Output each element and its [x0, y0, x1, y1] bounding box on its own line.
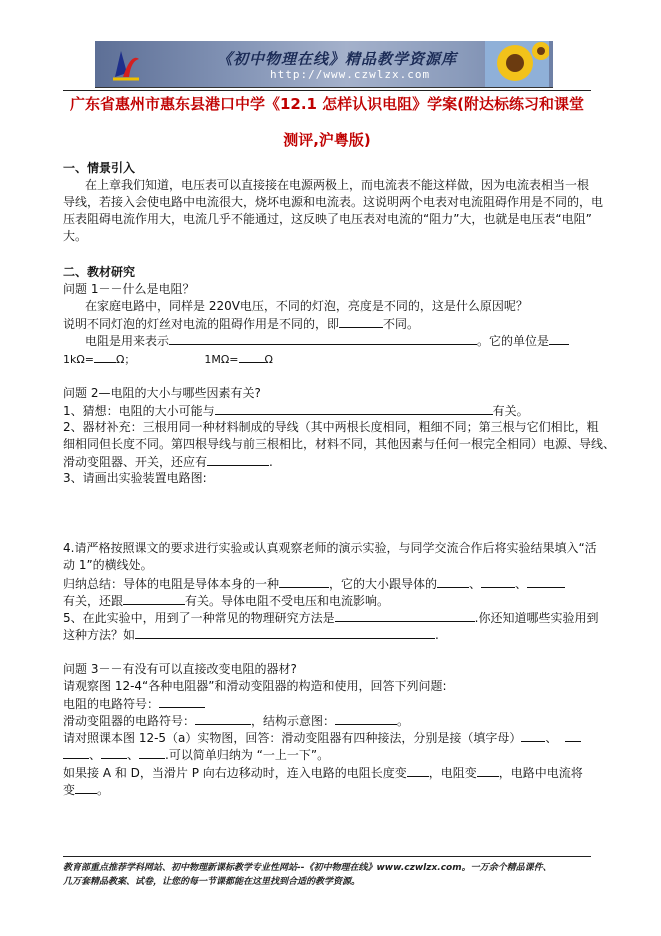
summary-line1: 归纳总结：导体的电阻是导体本身的一种 ，它的大小跟导体的 、 、 — [63, 575, 565, 593]
answer-blank[interactable] — [101, 746, 127, 759]
section1-heading: 一、情景引入 — [63, 161, 136, 175]
answer-blank[interactable] — [407, 764, 429, 777]
banner-url: http://www.czwlzx.com — [270, 68, 431, 81]
question3-line7: 变 。 — [63, 783, 110, 797]
answer-blank[interactable] — [75, 781, 97, 794]
question3-line2: 电阻的电路符号： — [63, 695, 205, 713]
footer-line1: 教育部重点推荐学科网站、初中物理新课标教学专业性网站--《初中物理在线》www.czwlzx.com。一万余个精品课件、 — [63, 863, 552, 873]
question2-item2-line3: 滑动变阻器、开关，还应有 . — [63, 455, 273, 469]
question1-line3: 电阻是用来表示 。它的单位是 — [85, 332, 569, 350]
answer-blank[interactable] — [94, 350, 116, 363]
page-title-line2: 测评,沪粤版) — [283, 131, 371, 149]
page-title-line1: 广东省惠州市惠东县港口中学《12.1 怎样认识电阻》学案(附达标练习和课堂 — [69, 95, 585, 113]
footer-line2: 几万套精品教案、试卷，让您的每一节课都能在这里找到合适的教学资源。 — [63, 877, 361, 887]
question2-item5-line2: 这种方法？如 . — [63, 628, 439, 642]
answer-blank[interactable] — [195, 712, 251, 725]
section1-para-line2: 导线，若接入会使电路中电流很大，烧坏电源和电流表。这说明两个电表对电流阻碍作用是不同的，电 — [63, 195, 604, 209]
answer-blank[interactable] — [207, 453, 269, 466]
section1-para-line4: 大。 — [63, 229, 88, 243]
answer-blank[interactable] — [521, 729, 545, 742]
summary-line2: 有关，还跟 有关。导体电阻不受电压和电流影响。 — [63, 594, 390, 608]
banner-title: 《初中物理在线》精品教学资源库 — [217, 50, 458, 68]
question2-item2-line2: 细相同但长度不同。第四根导线与前三根相比，材料不同，其他因素与任何一根完全相同）电源、导线、 — [63, 437, 616, 451]
answer-blank[interactable] — [335, 712, 397, 725]
question2-item2-line1: 2、器材补充：三根用同一种材料制成的导线（其中两根长度相同，粗细不同；第三根与它们相比，粗 — [63, 420, 599, 434]
question1-title: 问题 1－－什么是电阻？ — [63, 282, 195, 296]
answer-blank[interactable] — [339, 315, 383, 328]
footer-note — [63, 861, 591, 889]
answer-blank[interactable] — [279, 575, 329, 588]
answer-blank[interactable] — [123, 592, 185, 605]
answer-blank[interactable] — [215, 402, 493, 415]
answer-blank[interactable] — [549, 332, 569, 345]
sunflower-icon — [485, 41, 549, 87]
question3-line3: 滑动变阻器的电路符号： ，结构示意图： 。 — [63, 714, 410, 728]
answer-blank[interactable] — [63, 746, 89, 759]
question1-line1: 在家庭电路中，同样是 220V电压，不同的灯泡，亮度是不同的，这是什么原因呢？ — [85, 299, 528, 313]
answer-blank[interactable] — [169, 332, 477, 345]
question2-item3: 3、请画出实验装置电路图: — [63, 471, 207, 485]
answer-blank[interactable] — [159, 695, 205, 708]
header-banner — [95, 41, 553, 88]
question1-line2: 说明不同灯泡的灯丝对电流的阻碍作用是不同的，即 不同。 — [63, 317, 420, 331]
answer-blank[interactable] — [527, 575, 565, 588]
question2-item4-line2: 动 1”的横线处。 — [63, 558, 153, 572]
section1-para-line1: 在上章我们知道，电压表可以直接接在电源两极上，而电流表不能这样做，因为电流表相当一根 — [85, 178, 590, 192]
answer-blank[interactable] — [437, 575, 469, 588]
question3-line4: 请对照课本图 12-5（a）实物图，回答：滑动变阻器有四种接法，分别是接（填字母） 、 — [63, 729, 581, 747]
section1-para-line3: 压表阻碍电流作用大，电流几乎不能通过，这反映了电压表对电流的“阻力”大，也就是电压表“电阻” — [63, 212, 592, 226]
question3-line6: 如果接 A 和 D，当滑片 P 向右边移动时，连入电路的电阻长度变 ，电阻变 ，电路中电流将 — [63, 766, 583, 780]
question2-item1: 1、猜想：电阻的大小可能与 有关。 — [63, 404, 529, 418]
question2-title: 问题 2—电阻的大小与哪些因素有关? — [63, 386, 261, 400]
answer-blank[interactable] — [239, 350, 265, 363]
question3-line5: 、 、 .可以简单归纳为 “一上一下”。 — [63, 746, 329, 764]
question2-item5-line1: 5、在此实验中，用到了一种常见的物理研究方法是 .你还知道哪些实验用到 — [63, 611, 599, 625]
question3-title: 问题 3－－有没有可以直接改变电阻的器材? — [63, 662, 297, 676]
site-logo-icon — [111, 47, 141, 81]
answer-blank[interactable] — [565, 729, 581, 742]
answer-blank[interactable] — [139, 746, 165, 759]
answer-blank[interactable] — [481, 575, 515, 588]
question1-line4: 1kΩ= Ω； 1MΩ= Ω — [63, 350, 273, 368]
footer-rule — [63, 856, 591, 857]
question3-line1: 请观察图 12-4“各种电阻器”和滑动变阻器的构造和使用，回答下列问题: — [63, 679, 447, 693]
section2-heading: 二、教材研究 — [63, 265, 136, 279]
answer-blank[interactable] — [477, 764, 499, 777]
answer-blank[interactable] — [135, 626, 435, 639]
answer-blank[interactable] — [335, 609, 475, 622]
question2-item4-line1: 4.请严格按照课文的要求进行实验或认真观察老师的演示实验，与同学交流合作后将实验结果填入“活 — [63, 541, 597, 555]
